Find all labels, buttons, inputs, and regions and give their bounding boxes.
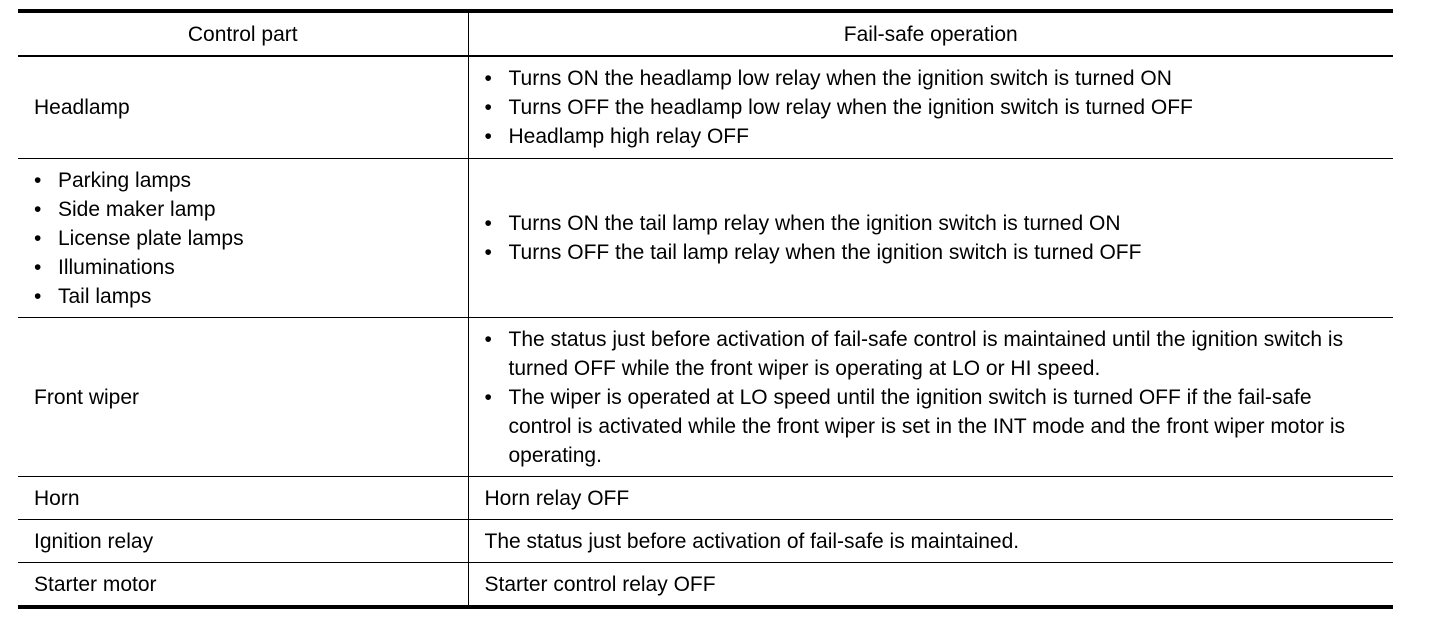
list-item (485, 209, 1378, 238)
operation-text: Turns ON the tail lamp relay when the ignition switch is turned ON (508, 212, 1121, 235)
control-text: Parking lamps (58, 168, 192, 192)
failsafe-table (18, 9, 1393, 609)
bullet: • (484, 212, 492, 235)
operation-cell: Starter control relay OFF (468, 563, 1393, 608)
operation-text: The status just before activation of fail-safe control is maintained until the ignition switch is turned OFF while the front wiper is operating at LO or HI speed. (508, 327, 1344, 380)
header-row (18, 11, 1393, 56)
list-item (485, 238, 1378, 267)
bullet: • (34, 255, 42, 279)
table-row (18, 318, 1393, 477)
table-row (18, 159, 1393, 318)
control-cell: Front wiper (18, 318, 468, 477)
operation-list (485, 64, 1378, 151)
control-list (34, 166, 452, 311)
bullet: • (484, 241, 492, 264)
operation-cell (468, 159, 1393, 318)
operation-text: Turns ON the headlamp low relay when the ignition switch is turned ON (508, 67, 1172, 90)
control-text: Side maker lamp (58, 197, 216, 221)
bullet: • (484, 96, 492, 119)
operation-cell (468, 56, 1393, 159)
list-item (485, 93, 1378, 122)
header-control-part: Control part (18, 11, 468, 56)
table-row (18, 477, 1393, 520)
operation-list (485, 209, 1378, 267)
list-item (485, 383, 1378, 470)
bullet: • (34, 284, 42, 308)
list-item (34, 224, 452, 253)
list-item (34, 253, 452, 282)
bullet: • (484, 327, 492, 351)
list-item (34, 195, 452, 224)
operation-cell: Horn relay OFF (468, 477, 1393, 520)
control-cell: Horn (18, 477, 468, 520)
control-text: Illuminations (58, 255, 175, 279)
operation-cell (468, 318, 1393, 477)
list-item (34, 282, 452, 311)
operation-list (485, 325, 1378, 470)
list-item (485, 64, 1378, 93)
control-cell: Ignition relay (18, 520, 468, 563)
operation-text: Headlamp high relay OFF (508, 125, 749, 148)
bullet: • (484, 67, 492, 90)
list-item (485, 122, 1378, 151)
bullet: • (34, 197, 42, 221)
control-cell (18, 159, 468, 318)
control-cell: Headlamp (18, 56, 468, 159)
bullet: • (484, 385, 492, 409)
list-item (34, 166, 452, 195)
control-text: License plate lamps (58, 226, 244, 250)
operation-text: The wiper is operated at LO speed until the ignition switch is turned OFF if the fail-safe control is activated while the front wiper is set in the INT mode and the front wiper motor is operating. (508, 385, 1345, 467)
table-row (18, 520, 1393, 563)
list-item (485, 325, 1378, 383)
operation-cell: The status just before activation of fail-safe is maintained. (468, 520, 1393, 563)
control-cell: Starter motor (18, 563, 468, 608)
table-row (18, 56, 1393, 159)
control-text: Tail lamps (58, 284, 152, 308)
bullet: • (484, 125, 492, 148)
operation-text: Turns OFF the headlamp low relay when the ignition switch is turned OFF (508, 96, 1193, 119)
operation-text: Turns OFF the tail lamp relay when the ignition switch is turned OFF (508, 241, 1142, 264)
bullet: • (34, 226, 42, 250)
header-failsafe-operation: Fail-safe operation (468, 11, 1393, 56)
table-row (18, 563, 1393, 608)
bullet: • (34, 168, 42, 192)
